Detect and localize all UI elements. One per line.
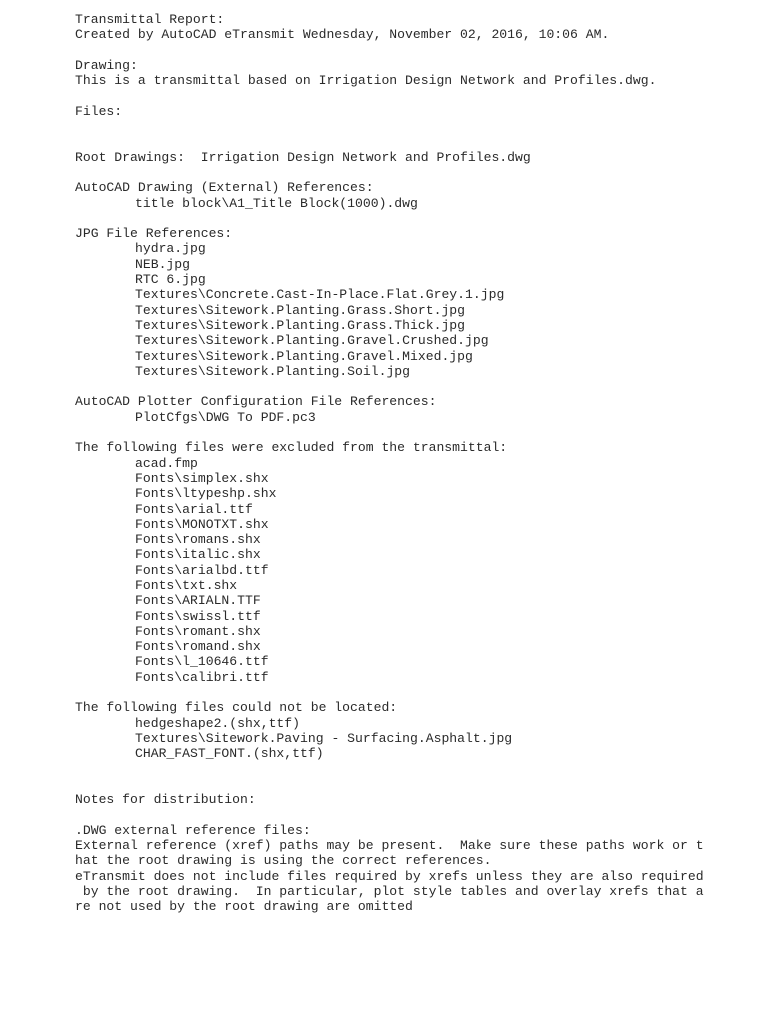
jpg-refs-list [75,241,755,379]
spacer [75,165,755,180]
file-list-item: RTC 6.jpg [135,272,206,288]
file-list-item: Textures\Sitework.Planting.Grass.Thick.jpg [135,317,466,333]
jpg-refs-heading: JPG File References: [75,226,233,242]
file-list-item: hydra.jpg [135,241,206,257]
file-list-item: CHAR_FAST_FONT.(shx,ttf) [135,746,324,762]
file-list-item: Fonts\arialbd.ttf [135,562,269,578]
spacer [75,211,755,226]
file-list-item: NEB.jpg [135,256,191,272]
file-list-item: Fonts\romans.shx [135,532,261,548]
excluded-list [75,456,755,685]
drawing-heading: Drawing: [75,57,138,73]
note-line: External reference (xref) paths may be present. Make sure these paths work or t [75,838,704,854]
drawing-description: This is a transmittal based on Irrigation Design Network and Profiles.dwg. [75,73,657,89]
file-list-item: Textures\Concrete.Cast-In-Place.Flat.Grey.1.jpg [135,287,505,303]
transmittal-report [75,12,755,915]
external-refs-list [75,196,755,211]
spacer [75,425,755,440]
file-list-item: Fonts\ARIALN.TTF [135,593,261,609]
root-drawings: Root Drawings: Irrigation Design Network and Profiles.dwg [75,149,531,165]
file-list-item: PlotCfgs\DWG To PDF.pc3 [135,409,316,425]
note-line: by the root drawing. In particular, plot style tables and overlay xrefs that a [75,883,704,899]
file-list-item: Textures\Sitework.Planting.Gravel.Mixed.jpg [135,348,473,364]
note-line: re not used by the root drawing are omitted [75,899,413,915]
files-heading: Files: [75,103,123,119]
created-line: Created by AutoCAD eTransmit Wednesday, November 02, 2016, 10:06 AM. [75,27,610,43]
plotter-refs-heading: AutoCAD Plotter Configuration File References: [75,394,437,410]
report-title: Transmittal Report: [75,12,225,27]
file-list-item: Fonts\simplex.shx [135,470,269,486]
file-list-item: Fonts\romant.shx [135,623,261,639]
spacer [75,379,755,394]
not-located-list [75,716,755,762]
spacer [75,762,755,777]
file-list-item: acad.fmp [135,455,198,471]
spacer [75,777,755,792]
file-list-item: Fonts\arial.ttf [135,501,253,517]
not-located-heading: The following files could not be located: [75,700,398,716]
file-list-item: Fonts\ltypeshp.shx [135,486,277,502]
file-list-item: Fonts\italic.shx [135,547,261,563]
spacer [75,134,755,149]
xref-notes-heading: .DWG external reference files: [75,822,311,838]
external-refs-heading: AutoCAD Drawing (External) References: [75,180,374,196]
file-list-item: Fonts\l_10646.ttf [135,654,269,670]
note-line: hat the root drawing is using the correct references. [75,853,492,869]
file-list-item: Fonts\MONOTXT.shx [135,516,269,532]
note-line: eTransmit does not include files required by xrefs unless they are also required [75,868,704,884]
file-list-item: Fonts\swissl.ttf [135,608,261,624]
file-list-item: title block\A1_Title Block(1000).dwg [135,195,418,211]
notes-heading: Notes for distribution: [75,792,256,808]
file-list-item: Textures\Sitework.Planting.Soil.jpg [135,363,411,379]
spacer [75,685,755,700]
plotter-refs-list [75,410,755,425]
file-list-item: Fonts\romand.shx [135,639,261,655]
file-list-item: Textures\Sitework.Paving - Surfacing.Asphalt.jpg [135,730,513,746]
spacer [75,807,755,822]
notes-body [75,838,755,914]
spacer [75,43,755,58]
file-list-item: Textures\Sitework.Planting.Grass.Short.jpg [135,302,466,318]
file-list-item: Fonts\txt.shx [135,577,238,593]
spacer [75,88,755,103]
file-list-item: hedgeshape2.(shx,ttf) [135,715,301,731]
file-list-item: Fonts\calibri.ttf [135,669,269,685]
spacer [75,119,755,134]
excluded-heading: The following files were excluded from the transmittal: [75,440,508,456]
file-list-item: Textures\Sitework.Planting.Gravel.Crushed.jpg [135,333,489,349]
